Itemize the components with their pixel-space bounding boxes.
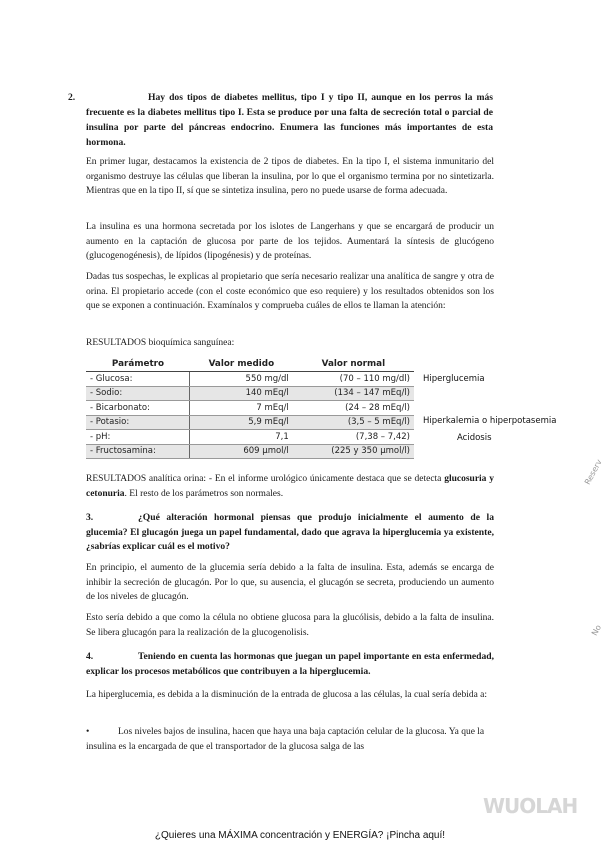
question-2 <box>68 90 493 150</box>
urine-results-suffix: . El resto de los parámetros son normales. <box>124 488 284 499</box>
note-acidosis: Acidosis <box>457 433 492 443</box>
answer-2-paragraph-2: La insulina es una hormona secretada por los islotes de Langerhans y que se encargará de producir un aumento en la captación de glucosa por parte de los tejidos. Aumentará la síntesis de glucógeno (glucogenogénesis), de lípidos (lipogénesis) y de proteínas. <box>86 222 494 261</box>
table-row <box>86 401 414 416</box>
answer-3-paragraph-2: Esto sería debido a que como la célula no obtiene glucosa para la glucólisis, debido a la falta de insulina. Se libera glucagón para la realización de la glucogenolisis. <box>86 613 494 638</box>
urine-results <box>86 472 494 501</box>
note-hyperglycemia: Hiperglucemia <box>423 374 485 384</box>
blood-results-table <box>86 356 414 459</box>
bullet-text: Los niveles bajos de insulina, hacen que haya una baja captación celular de la glucosa. Ya que la insulina es la encargada de que el transportador de la glucosa salga de las <box>86 727 485 752</box>
answer-3-paragraph-1: En principio, el aumento de la glucemia sería debido a la falta de insulina. Esta, además se encarga de inhibir la secreción de glucagón. Por lo que, su ausencia, el glucagón se secreta, produciendo un aumento de los niveles de glucagón. <box>86 563 494 602</box>
urine-results-highlight: glucosuria y cetonuria <box>86 474 494 499</box>
question-2-number: 2. <box>68 92 76 103</box>
table-row <box>86 415 414 430</box>
question-3-number: 3. <box>86 512 94 523</box>
measured-value: 609 µmol/l <box>190 444 293 459</box>
scenario-paragraph: Dadas tus sospechas, le explicas al propietario que sería necesario realizar una analítica de sangre y otra de orina. El propietario accede (con el coste económico que eso requiere) y los resultados obtenidos son los que se exponen a continuación. Examínalos y comprueba cuáles de ellos te llaman la atención: <box>86 272 494 311</box>
table-row <box>86 444 414 459</box>
blood-results-label: RESULTADOS bioquímica sanguínea: <box>86 338 235 348</box>
normal-range: (24 – 28 mEq/l) <box>293 401 414 416</box>
bullet-icon: • <box>86 727 90 737</box>
header-measured-value: Valor medido <box>190 356 293 372</box>
normal-range: (3,5 – 5 mEq/l) <box>293 415 414 430</box>
normal-range: (70 – 110 mg/dl) <box>293 372 414 387</box>
header-parameter: Parámetro <box>86 356 190 372</box>
answer-4-bullet <box>86 725 494 754</box>
table-row <box>86 386 414 401</box>
normal-range: (7,38 – 7,42) <box>293 430 414 445</box>
question-2-text: Hay dos tipos de diabetes mellitus, tipo I y tipo II, aunque en los perros la más frecuente es la diabetes mellitus tipo I. Esta se produce por una falta de secreción total o parcial de insulina por parte del páncreas endocrino. Enumera las funciones más importantes de esta hormona. <box>86 92 493 148</box>
measured-value: 7,1 <box>190 430 293 445</box>
measured-value: 5,9 mEq/l <box>190 415 293 430</box>
measured-value: 7 mEq/l <box>190 401 293 416</box>
wuolah-logo[interactable]: WUOLAH <box>483 794 578 818</box>
parameter-name: - Glucosa: <box>86 372 190 387</box>
parameter-name: - Sodio: <box>86 386 190 401</box>
measured-value: 550 mg/dl <box>190 372 293 387</box>
parameter-name: - pH: <box>86 430 190 445</box>
question-4-number: 4. <box>86 651 94 662</box>
question-3-text: ¿Qué alteración hormonal piensas que produjo inicialmente el aumento de la glucemia? El glucagón juega un papel fundamental, dado que agrava la hiperglucemia ya existente, ¿sabrías explicar cuál es el motivo? <box>86 512 494 552</box>
normal-range: (225 y 350 µmol/l) <box>293 444 414 459</box>
sidebar-reserved-text: Reserv <box>583 457 604 487</box>
question-3 <box>86 511 494 555</box>
header-normal-value: Valor normal <box>293 356 414 372</box>
question-4 <box>86 650 494 679</box>
note-hyperkalemia: Hiperkalemia o hiperpotasemia <box>423 416 557 426</box>
answer-2-paragraph-1: En primer lugar, destacamos la existencia de 2 tipos de diabetes. En la tipo I, el sistema inmunitario del organismo destruye las células que liberan la insulina, por lo que el organismo termina por no sintetizarla. Mientras que en la tipo II, sí que se sintetiza insulina, pero no puede usarse de forma adecuada. <box>86 157 494 196</box>
urine-results-prefix: RESULTADOS analítica orina: - En el informe urológico únicamente destaca que se detecta <box>86 474 445 484</box>
parameter-name: - Bicarbonato: <box>86 401 190 416</box>
parameter-name: - Fructosamina: <box>86 444 190 459</box>
normal-range: (134 – 147 mEq/l) <box>293 386 414 401</box>
table-header-row <box>86 356 414 372</box>
question-4-text: Teniendo en cuenta las hormonas que juegan un papel importante en esta enfermedad, explicar los procesos metabólicos que contribuyen a la hiperglucemia. <box>86 651 494 677</box>
footer-promo-link[interactable]: ¿Quieres una MÁXIMA concentración y ENERGÍA? ¡Pincha aquí! <box>154 830 446 841</box>
measured-value: 140 mEq/l <box>190 386 293 401</box>
table-row <box>86 430 414 445</box>
sidebar-no-text: No <box>590 623 604 638</box>
answer-4-paragraph-1: La hiperglucemia, es debida a la disminución de la entrada de glucosa a las células, la cual sería debida a: <box>86 690 488 700</box>
parameter-name: - Potasio: <box>86 415 190 430</box>
table-row <box>86 372 414 387</box>
